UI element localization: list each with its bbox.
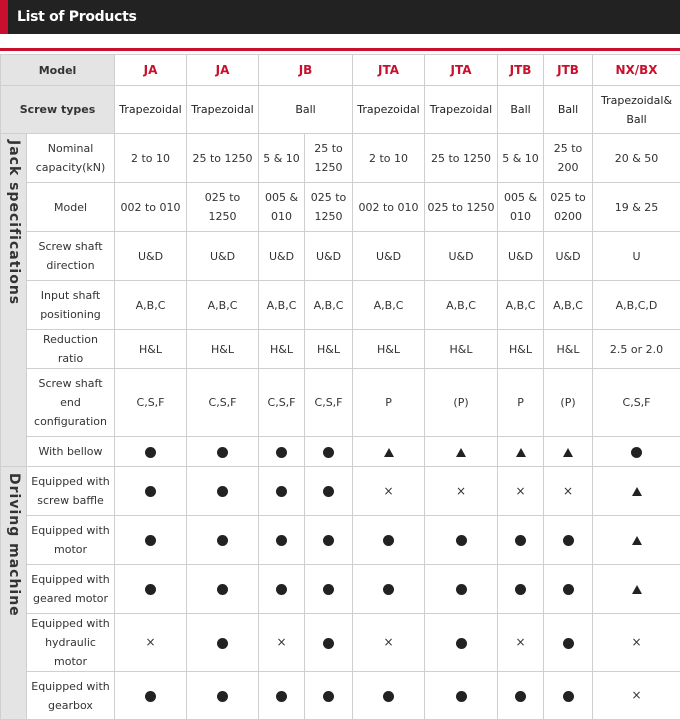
filled-circle-icon <box>217 691 228 702</box>
value-cell: H&L <box>187 330 259 369</box>
value-cell: 2 to 10 <box>353 134 425 183</box>
row-label: With bellow <box>27 437 115 467</box>
value-cell: 025 to 0200 <box>544 183 593 232</box>
symbol-cell <box>305 437 353 467</box>
filled-circle-icon <box>563 638 574 649</box>
screw-baffle-row <box>1 467 680 516</box>
filled-circle-icon <box>217 584 228 595</box>
filled-circle-icon <box>563 535 574 546</box>
symbol-cell <box>593 467 680 516</box>
triangle-icon <box>456 448 466 457</box>
triangle-icon <box>384 448 394 457</box>
symbol-cell <box>593 565 680 614</box>
value-cell: C,S,F <box>187 369 259 437</box>
input-shaft-row <box>1 281 680 330</box>
value-cell: A,B,C <box>259 281 305 330</box>
filled-circle-icon <box>456 584 467 595</box>
value-cell: A,B,C <box>544 281 593 330</box>
symbol-cell <box>544 614 593 672</box>
nominal-capacity-row <box>1 134 680 183</box>
filled-circle-icon <box>383 535 394 546</box>
value-cell: U&D <box>498 232 544 281</box>
value-cell: U&D <box>353 232 425 281</box>
screw-type-cell: Ball <box>544 86 593 134</box>
value-cell: H&L <box>115 330 187 369</box>
symbol-cell <box>498 565 544 614</box>
value-cell: 25 to 1250 <box>187 134 259 183</box>
cross-icon: × <box>631 633 641 652</box>
hydraulic-motor-row <box>1 614 680 672</box>
filled-circle-icon <box>515 584 526 595</box>
filled-circle-icon <box>323 691 334 702</box>
symbol-cell <box>593 437 680 467</box>
filled-circle-icon <box>383 691 394 702</box>
value-cell: 2 to 10 <box>115 134 187 183</box>
symbol-cell <box>425 467 498 516</box>
filled-circle-icon <box>276 486 287 497</box>
model-header-cell: NX/BX <box>593 55 680 86</box>
filled-circle-icon <box>217 535 228 546</box>
value-cell: A,B,C <box>187 281 259 330</box>
filled-circle-icon <box>276 691 287 702</box>
value-cell: C,S,F <box>593 369 680 437</box>
screw-types-label: Screw types <box>1 86 115 134</box>
filled-circle-icon <box>323 638 334 649</box>
symbol-cell <box>259 614 305 672</box>
symbol-cell <box>259 437 305 467</box>
filled-circle-icon <box>515 535 526 546</box>
value-cell: A,B,C <box>305 281 353 330</box>
geared-motor-row <box>1 565 680 614</box>
symbol-cell <box>187 565 259 614</box>
symbol-cell <box>115 437 187 467</box>
symbol-cell <box>259 672 305 720</box>
row-label: Model <box>27 183 115 232</box>
symbol-cell <box>305 565 353 614</box>
filled-circle-icon <box>563 691 574 702</box>
model-header-row <box>1 55 680 86</box>
symbol-cell <box>187 672 259 720</box>
symbol-cell <box>593 672 680 720</box>
value-cell: P <box>498 369 544 437</box>
shaft-end-row <box>1 369 680 437</box>
filled-circle-icon <box>323 486 334 497</box>
value-cell: 25 to 1250 <box>425 134 498 183</box>
symbol-cell <box>187 516 259 565</box>
filled-circle-icon <box>456 691 467 702</box>
filled-circle-icon <box>383 584 394 595</box>
model-header-label: Model <box>1 55 115 86</box>
symbol-cell <box>353 467 425 516</box>
cross-icon: × <box>456 482 466 501</box>
cross-icon: × <box>515 482 525 501</box>
value-cell: 25 to 1250 <box>305 134 353 183</box>
filled-circle-icon <box>323 535 334 546</box>
triangle-icon <box>516 448 526 457</box>
model-header-cell: JTB <box>498 55 544 86</box>
value-cell: U&D <box>259 232 305 281</box>
symbol-cell <box>353 614 425 672</box>
filled-circle-icon <box>276 535 287 546</box>
triangle-icon <box>632 487 642 496</box>
value-cell: 19 & 25 <box>593 183 680 232</box>
cross-icon: × <box>631 686 641 705</box>
model-header-cell: JA <box>115 55 187 86</box>
model-header-cell: JTA <box>425 55 498 86</box>
value-cell: 005 & 010 <box>498 183 544 232</box>
cross-icon: × <box>383 633 393 652</box>
symbol-cell <box>498 467 544 516</box>
value-cell: 025 to 1250 <box>425 183 498 232</box>
value-cell: 005 & 010 <box>259 183 305 232</box>
symbol-cell <box>425 516 498 565</box>
filled-circle-icon <box>323 447 334 458</box>
filled-circle-icon <box>563 584 574 595</box>
filled-circle-icon <box>456 638 467 649</box>
value-cell: 20 & 50 <box>593 134 680 183</box>
cross-icon: × <box>515 633 525 652</box>
screw-type-cell: Trapezoidal& Ball <box>593 86 680 134</box>
gearbox-row <box>1 672 680 720</box>
symbol-cell <box>259 467 305 516</box>
symbol-cell <box>498 437 544 467</box>
screw-shaft-direction-row <box>1 232 680 281</box>
jack-specifications-section <box>1 134 27 467</box>
cross-icon: × <box>563 482 573 501</box>
symbol-cell <box>353 437 425 467</box>
symbol-cell <box>115 516 187 565</box>
value-cell: H&L <box>498 330 544 369</box>
value-cell: 025 to 1250 <box>187 183 259 232</box>
screw-type-cell: Ball <box>498 86 544 134</box>
symbol-cell <box>593 516 680 565</box>
model-header-cell: JTA <box>353 55 425 86</box>
filled-circle-icon <box>456 535 467 546</box>
triangle-icon <box>632 585 642 594</box>
driving-machine-label: Driving machine <box>4 473 23 617</box>
symbol-cell <box>305 614 353 672</box>
page-title: List of Products <box>8 0 680 34</box>
bellow-row <box>1 437 680 467</box>
symbol-cell <box>544 672 593 720</box>
symbol-cell <box>305 672 353 720</box>
value-cell: P <box>353 369 425 437</box>
filled-circle-icon <box>145 447 156 458</box>
filled-circle-icon <box>145 691 156 702</box>
symbol-cell <box>353 672 425 720</box>
jack-specifications-label: Jack specifications <box>4 140 23 305</box>
symbol-cell <box>115 672 187 720</box>
symbol-cell <box>544 467 593 516</box>
screw-type-cell: Trapezoidal <box>425 86 498 134</box>
filled-circle-icon <box>515 691 526 702</box>
symbol-cell <box>187 437 259 467</box>
cross-icon: × <box>383 482 393 501</box>
motor-row <box>1 516 680 565</box>
value-cell: 002 to 010 <box>115 183 187 232</box>
value-cell: U&D <box>425 232 498 281</box>
symbol-cell <box>353 516 425 565</box>
value-cell: 5 & 10 <box>498 134 544 183</box>
row-label: Equipped with screw baffle <box>27 467 115 516</box>
value-cell: C,S,F <box>259 369 305 437</box>
symbol-cell <box>498 614 544 672</box>
model-range-row <box>1 183 680 232</box>
filled-circle-icon <box>323 584 334 595</box>
value-cell: A,B,C <box>353 281 425 330</box>
value-cell: 5 & 10 <box>259 134 305 183</box>
symbol-cell <box>498 516 544 565</box>
value-cell: H&L <box>353 330 425 369</box>
symbol-cell <box>305 516 353 565</box>
screw-type-cell: Trapezoidal <box>115 86 187 134</box>
value-cell: H&L <box>544 330 593 369</box>
screw-types-row <box>1 86 680 134</box>
reduction-ratio-row <box>1 330 680 369</box>
symbol-cell <box>425 565 498 614</box>
symbol-cell <box>544 565 593 614</box>
value-cell: 25 to 200 <box>544 134 593 183</box>
value-cell: A,B,C <box>115 281 187 330</box>
value-cell: U <box>593 232 680 281</box>
triangle-icon <box>563 448 573 457</box>
value-cell: A,B,C <box>425 281 498 330</box>
screw-type-cell: Ball <box>259 86 353 134</box>
value-cell: 002 to 010 <box>353 183 425 232</box>
cross-icon: × <box>276 633 286 652</box>
symbol-cell <box>593 614 680 672</box>
model-header-cell: JTB <box>544 55 593 86</box>
divider-rule <box>0 48 680 51</box>
symbol-cell <box>115 614 187 672</box>
row-label: Screw shaft direction <box>27 232 115 281</box>
model-header-cell: JA <box>187 55 259 86</box>
screw-type-cell: Trapezoidal <box>353 86 425 134</box>
screw-type-cell: Trapezoidal <box>187 86 259 134</box>
filled-circle-icon <box>145 584 156 595</box>
value-cell: (P) <box>544 369 593 437</box>
symbol-cell <box>187 614 259 672</box>
filled-circle-icon <box>217 638 228 649</box>
symbol-cell <box>544 437 593 467</box>
symbol-cell <box>305 467 353 516</box>
symbol-cell <box>425 614 498 672</box>
filled-circle-icon <box>276 447 287 458</box>
cross-icon: × <box>145 633 155 652</box>
symbol-cell <box>259 565 305 614</box>
row-label: Equipped with motor <box>27 516 115 565</box>
filled-circle-icon <box>145 535 156 546</box>
value-cell: C,S,F <box>305 369 353 437</box>
row-label: Reduction ratio <box>27 330 115 369</box>
symbol-cell <box>425 672 498 720</box>
value-cell: U&D <box>305 232 353 281</box>
value-cell: U&D <box>187 232 259 281</box>
symbol-cell <box>353 565 425 614</box>
filled-circle-icon <box>217 447 228 458</box>
value-cell: (P) <box>425 369 498 437</box>
title-bar <box>0 0 680 34</box>
driving-machine-section <box>1 467 27 720</box>
symbol-cell <box>544 516 593 565</box>
symbol-cell <box>115 467 187 516</box>
triangle-icon <box>632 536 642 545</box>
symbol-cell <box>115 565 187 614</box>
row-label: Equipped with gearbox <box>27 672 115 720</box>
filled-circle-icon <box>145 486 156 497</box>
value-cell: 2.5 or 2.0 <box>593 330 680 369</box>
value-cell: A,B,C,D <box>593 281 680 330</box>
value-cell: C,S,F <box>115 369 187 437</box>
row-label: Input shaft positioning <box>27 281 115 330</box>
value-cell: H&L <box>425 330 498 369</box>
symbol-cell <box>187 467 259 516</box>
filled-circle-icon <box>217 486 228 497</box>
value-cell: H&L <box>259 330 305 369</box>
filled-circle-icon <box>276 584 287 595</box>
symbol-cell <box>498 672 544 720</box>
value-cell: U&D <box>115 232 187 281</box>
value-cell: 025 to 1250 <box>305 183 353 232</box>
filled-circle-icon <box>631 447 642 458</box>
row-label: Equipped with hydraulic motor <box>27 614 115 672</box>
row-label: Nominal capacity(kN) <box>27 134 115 183</box>
model-header-cell: JB <box>259 55 353 86</box>
symbol-cell <box>259 516 305 565</box>
products-table <box>0 54 680 720</box>
value-cell: H&L <box>305 330 353 369</box>
row-label: Screw shaft end configuration <box>27 369 115 437</box>
value-cell: U&D <box>544 232 593 281</box>
symbol-cell <box>425 437 498 467</box>
row-label: Equipped with geared motor <box>27 565 115 614</box>
value-cell: A,B,C <box>498 281 544 330</box>
